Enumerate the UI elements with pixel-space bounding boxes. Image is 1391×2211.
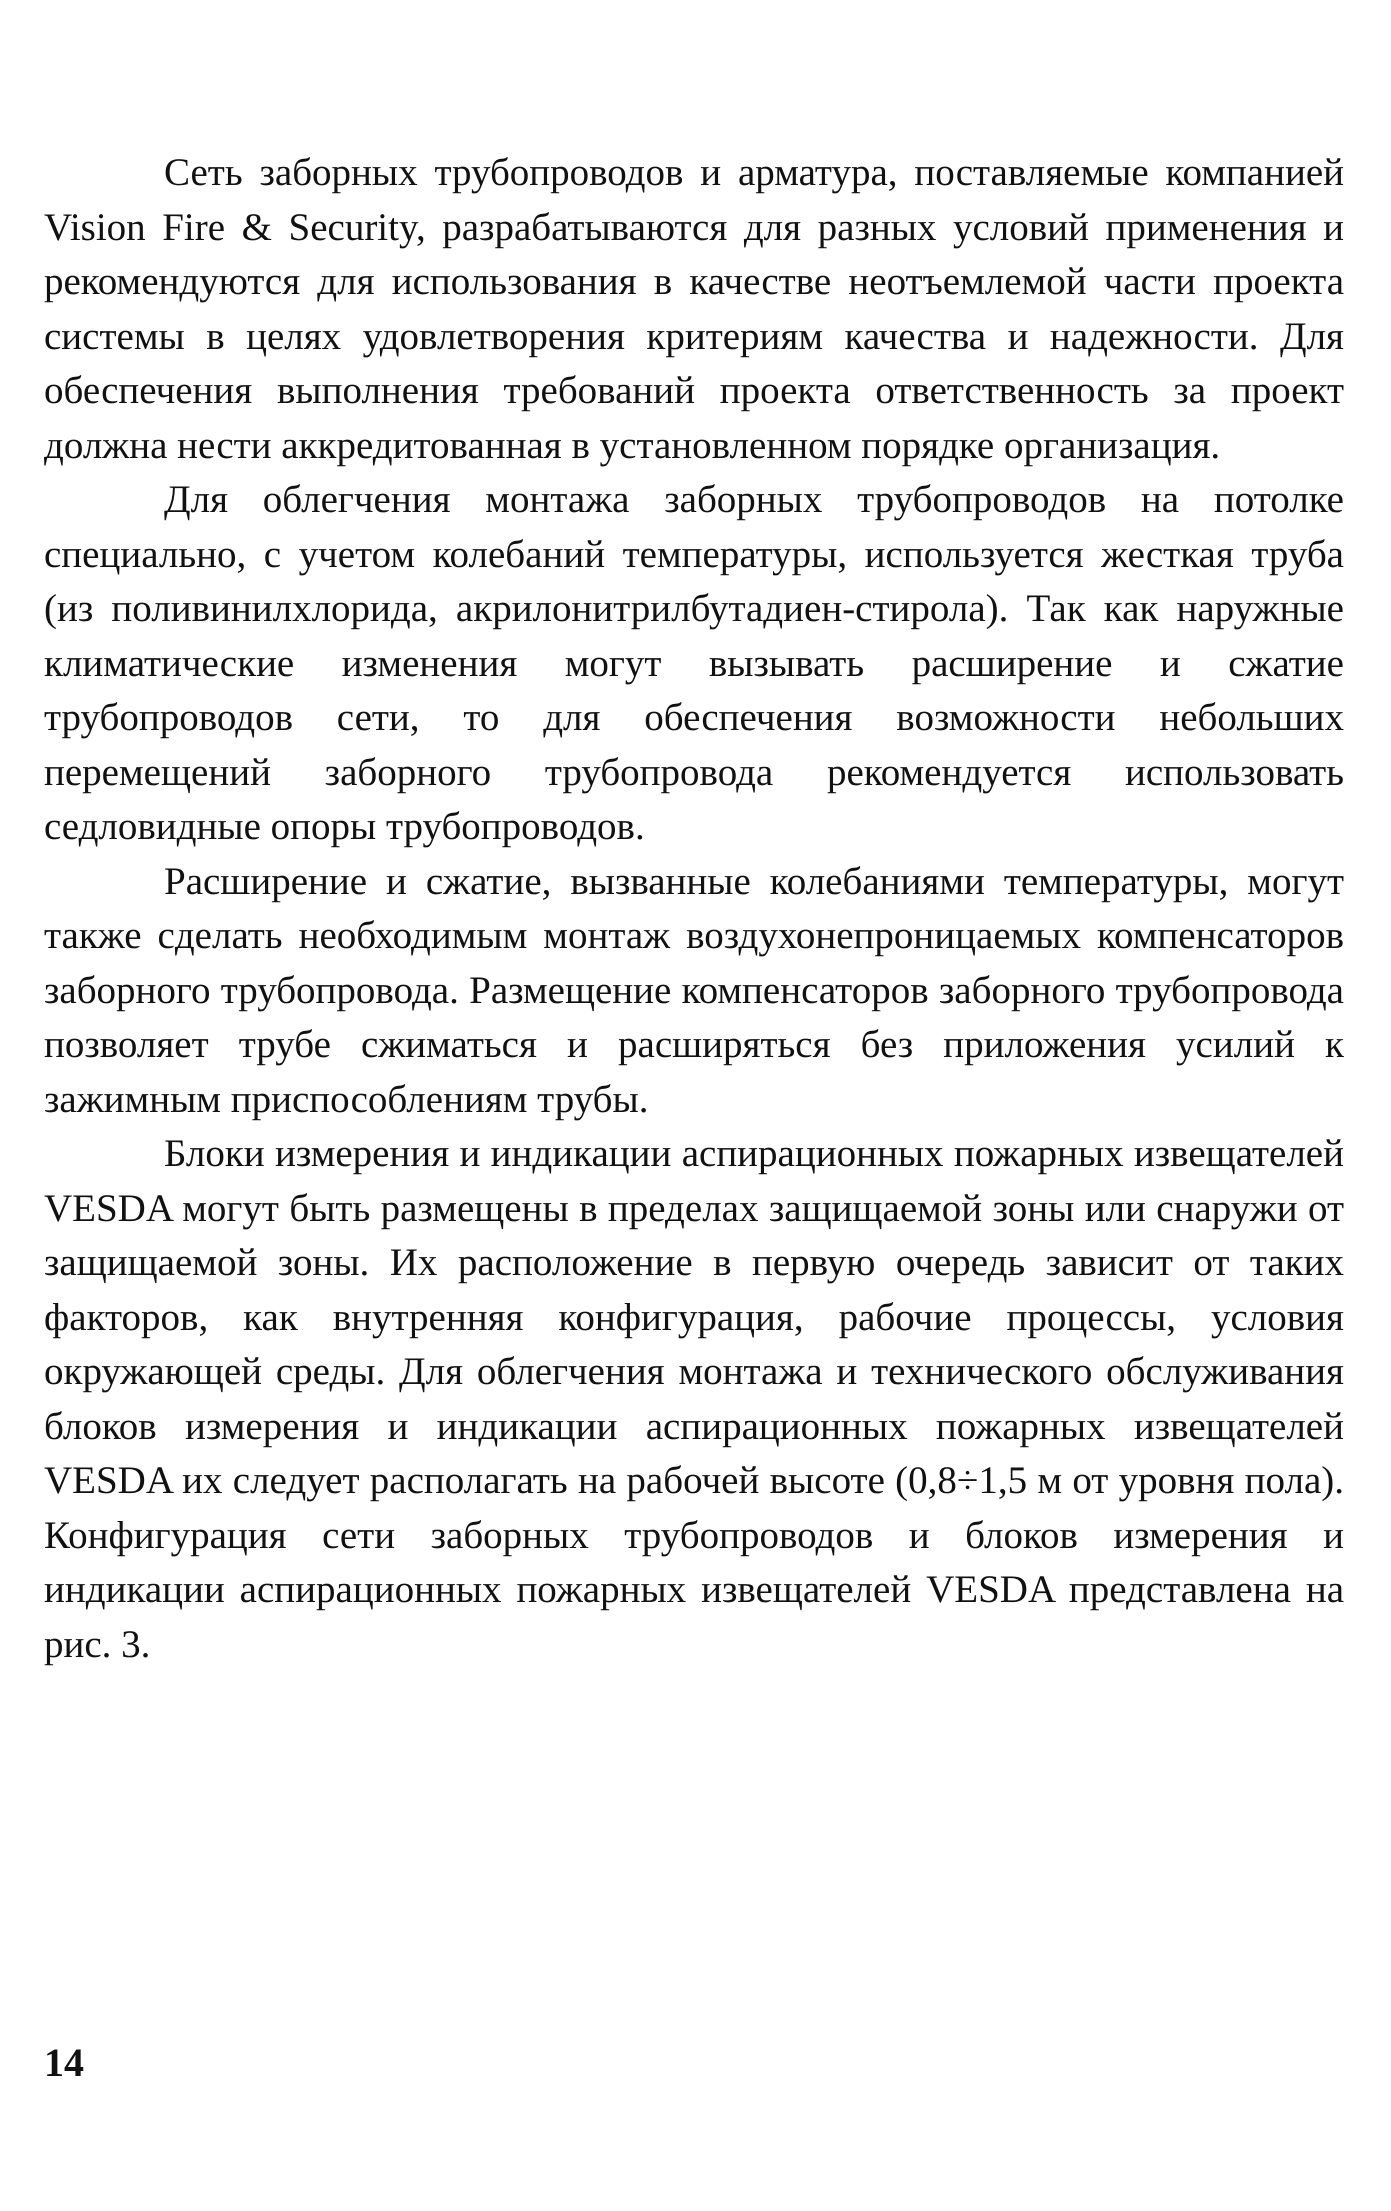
body-text — [44, 146, 1344, 1672]
paragraph-2: Для облегчения монтажа заборных трубопроводов на потолке специально, с учетом колебаний температуры, используется жесткая труба (из поливинилхлорида, акрилонитрилбутадиен-стирола). Так как наружные климатические изменения могут вызывать расширение и сжатие трубопроводов сети, то для обеспечения возможности небольших перемещений заборного трубопровода рекомендуется использовать седловидные опоры трубопроводов. — [44, 478, 1344, 848]
page-number: 14 — [44, 2040, 84, 2085]
paragraph-3: Расширение и сжатие, вызванные колебаниями температуры, могут также сделать необходимым монтаж воздухонепроницаемых компенсаторов заборного трубопровода. Размещение компенсаторов заборного трубопровода позволяет трубе сжиматься и расширяться без приложения усилий к зажимным приспособлениям трубы. — [44, 859, 1344, 1121]
paragraph-4: Блоки измерения и индикации аспирационных пожарных извещателей VESDA могут быть размещены в пределах защищаемой зоны или снаружи от защищаемой зоны. Их расположение в первую очередь зависит от таких факторов, как внутренняя конфигурация, рабочие процессы, условия окружающей среды. Для облегчения монтажа и технического обслуживания блоков измерения и индикации аспирационных пожарных извещателей VESDA их следует располагать на рабочей высоте (0,8÷1,5 м от уровня пола). Конфигурация сети заборных трубопроводов и блоков измерения и индикации аспирационных пожарных извещателей VESDA представлена на рис. 3. — [44, 1132, 1344, 1666]
paragraph-1: Сеть заборных трубопроводов и арматура, поставляемые компанией Vision Fire & Security, разрабатываются для разных условий применения и рекомендуются для использования в качестве неотъемлемой части проекта системы в целях удовлетворения критериям качества и надежности. Для обеспечения выполнения требований проекта ответственность за проект должна нести аккредитованная в установленном порядке организация. — [44, 151, 1344, 467]
